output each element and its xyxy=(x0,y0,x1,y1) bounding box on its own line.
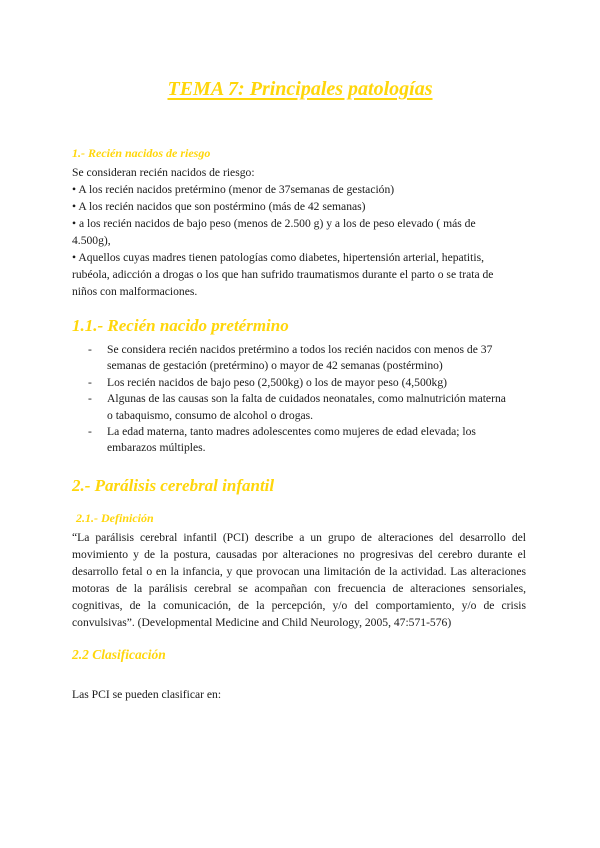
section-1-line: • A los recién nacidos que son postérmino (más de 42 semanas) xyxy=(72,200,366,213)
section-1-line: • Aquellos cuyas madres tienen patologías como diabetes, hipertensión arterial, hepatitis, xyxy=(72,251,484,264)
section-1-text xyxy=(72,164,532,300)
definition-quote: “La parálisis cerebral infantil (PCI) describe a un grupo de alteraciones del desarrollo del movimiento y de la postura, causadas por alteraciones no progresivas del cerebro durante el desarrollo fetal o en la infancia, y que provocan una limitación de la actividad. Las alteraciones motoras de la parálisis cerebral se acompañan con frecuencia de alteraciones sensoriales, cognitivas, de la comunicación, de la percepción, y/o del comportamiento, y/o de crisis convulsivas”. (Developmental Medicine and Child Neurology, 2005, 47:571-576) xyxy=(72,531,526,629)
section-1-heading: 1.- Recién nacidos de riesgo xyxy=(72,146,211,160)
section-1-line: • A los recién nacidos pretérmino (menor de 37semanas de gestación) xyxy=(72,183,395,196)
pretermino-list xyxy=(82,342,512,457)
classification-intro: Las PCI se pueden clasificar en: xyxy=(72,688,222,701)
section-2-heading: 2.- Parálisis cerebral infantil xyxy=(72,476,275,495)
section-1-line: niños con malformaciones. xyxy=(72,285,198,298)
section-1-line: rubéola, adicción a drogas o los que han sufrido traumatismos durante el parto o se trata de xyxy=(72,268,494,281)
section-2-1-heading: 2.1.- Definición xyxy=(76,511,154,525)
list-item: - Algunas de las causas son la falta de cuidados neonatales, como malnutrición materna o tabaquismo, consumo de alcohol o drogas. xyxy=(82,391,512,424)
section-1-line: 4.500g), xyxy=(72,234,111,247)
list-item: - Los recién nacidos de bajo peso (2,500kg) o los de mayor peso (4,500kg) xyxy=(82,375,512,391)
section-2-2-heading: 2.2 Clasificación xyxy=(72,647,166,662)
list-item: - Se considera recién nacidos pretérmino a todos los recién nacidos con menos de 37 semanas de gestación (pretérmino) o mayor de 42 semanas (postérmino) xyxy=(82,342,512,375)
section-1-line: Se consideran recién nacidos de riesgo: xyxy=(72,166,255,179)
list-item: - La edad materna, tanto madres adolescentes como mujeres de edad elevada; los embarazos múltiples. xyxy=(82,424,512,457)
section-1-1-heading: 1.1.- Recién nacido pretérmino xyxy=(72,316,289,335)
section-1-line: • a los recién nacidos de bajo peso (menos de 2.500 g) y a los de peso elevado ( más de xyxy=(72,217,476,230)
page-title: TEMA 7: Principales patologías xyxy=(167,78,433,100)
